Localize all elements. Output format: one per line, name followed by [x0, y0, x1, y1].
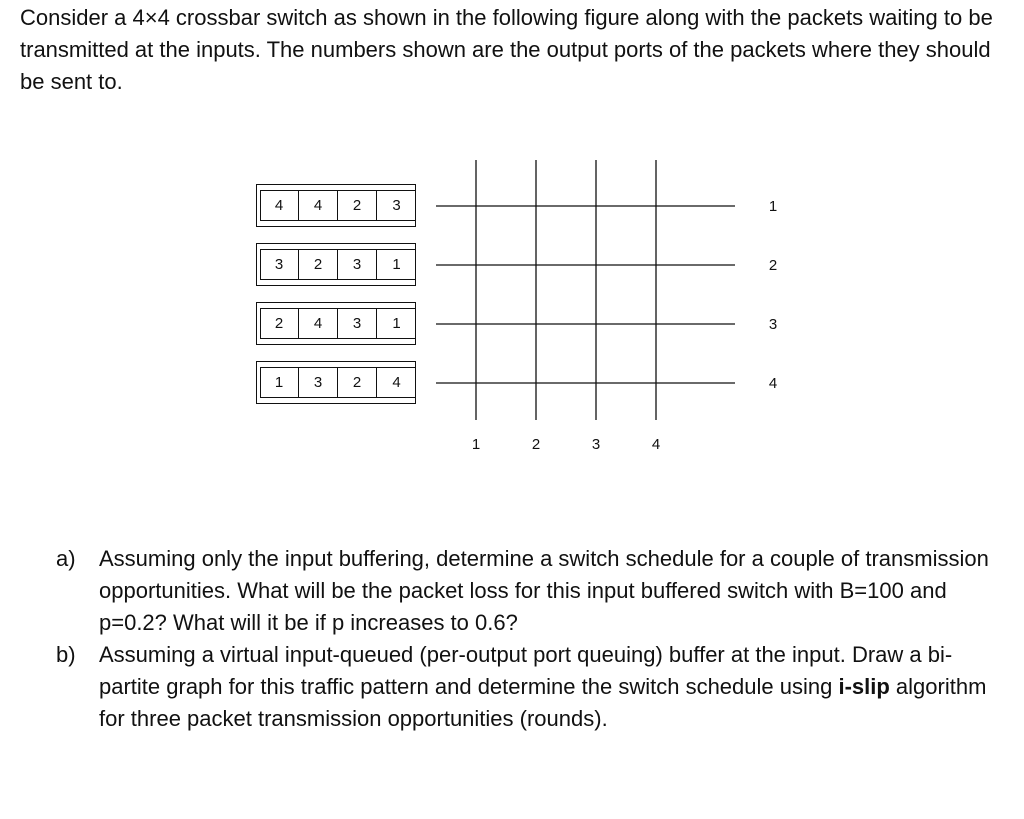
question-b-text-after: algorithm for three packet transmission opportunities (rounds).	[99, 674, 987, 731]
queue-3-cell-1: 2	[260, 309, 299, 338]
queue-3-cell-4: 1	[392, 315, 401, 332]
output-label-1: 1	[768, 198, 778, 215]
question-a-text: Assuming only the input buffering, determine a switch schedule for a couple of transmission opportunities. What will be the packet loss for this input buffered switch with B=100 and p=0.2? What will it be if p increases to 0.6?	[99, 546, 989, 635]
column-label-1: 1	[471, 436, 481, 453]
question-b-marker: b)	[56, 642, 76, 667]
queue-3-cell-3: 3	[338, 309, 377, 338]
question-a-marker: a)	[56, 546, 76, 571]
queue-4-cell-1: 1	[260, 368, 299, 397]
queue-1-cell-1: 4	[260, 191, 299, 220]
output-label-3: 3	[768, 316, 778, 333]
question-b	[56, 639, 996, 735]
question-b-text-before: Assuming a virtual input-queued (per-output port queuing) buffer at the input. Draw a bi-partite graph for this traffic pattern and determine the switch schedule using	[99, 642, 953, 699]
column-label-4: 4	[651, 436, 661, 453]
queue-4-cell-2: 3	[299, 368, 338, 397]
queue-3-cell-2: 4	[299, 309, 338, 338]
queue-1-cell-4: 3	[392, 197, 401, 214]
queue-2-cell-4: 1	[392, 256, 401, 273]
question-b-bold-term: i-slip	[838, 674, 890, 699]
output-label-2: 2	[768, 257, 778, 274]
queue-1-cell-2: 4	[299, 191, 338, 220]
queue-2-cell-2: 2	[299, 250, 338, 279]
question-a	[56, 543, 996, 639]
queue-1-cell-3: 2	[338, 191, 377, 220]
column-label-3: 3	[591, 436, 601, 453]
queue-2-cell-1: 3	[260, 250, 299, 279]
question-list	[56, 543, 996, 735]
column-label-2: 2	[531, 436, 541, 453]
queue-4-cell-3: 2	[338, 368, 377, 397]
queue-4-cell-4: 4	[392, 374, 401, 391]
queue-2-cell-3: 3	[338, 250, 377, 279]
output-label-4: 4	[768, 375, 778, 392]
problem-intro: Consider a 4×4 crossbar switch as shown in the following figure along with the packets waiting to be transmitted at the inputs. The numbers shown are the output ports of the packets where they should be sent to.	[20, 5, 993, 94]
